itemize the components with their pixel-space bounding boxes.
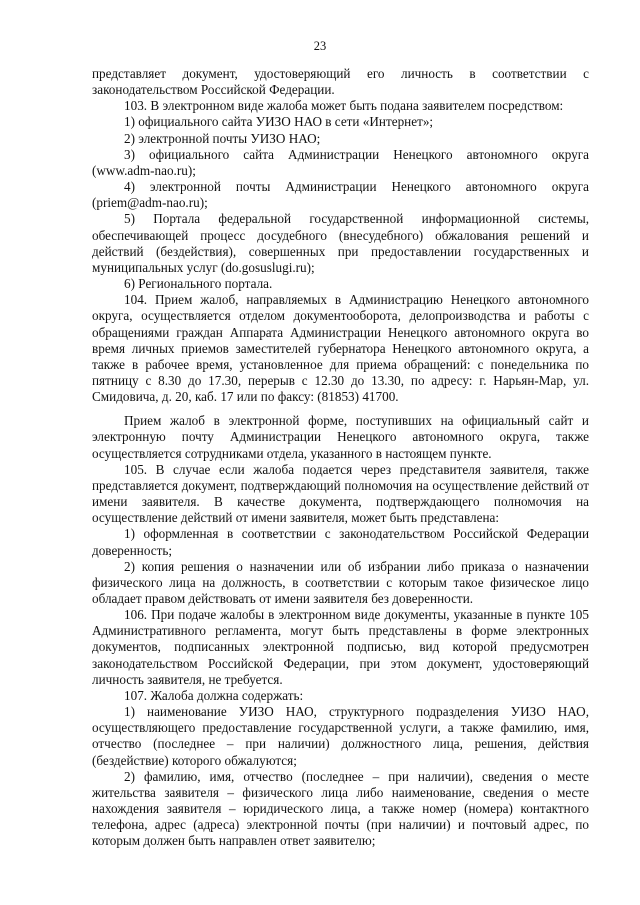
paragraph: Прием жалоб в электронной форме, поступивших на официальный сайт и электронную почту Администрации Ненецкого автономного округа, также осуществляется сотрудниками отдела, указанного в настоящем пункте. <box>92 413 589 461</box>
paragraph: 1) официального сайта УИЗО НАО в сети «Интернет»; <box>124 114 434 130</box>
document-body <box>92 66 589 850</box>
paragraph: 5) Портала федеральной государственной информационной системы, обеспечивающей процесс досудебного (внесудебного) обжалования решений и действий (бездействия), совершенных при предоставлении государственных и муниципальных услуг (do.gosuslugi.ru); <box>92 211 589 275</box>
paragraph: 2) фамилию, имя, отчество (последнее – при наличии), сведения о месте жительства заявителя – физического лица либо наименование, сведения о месте нахождения заявителя – юридического лица, а также номер (номера) контактного телефона, адрес (адреса) электронной почты (при наличии) и почтовый адрес, по которым должен быть направлен ответ заявителю; <box>92 768 589 849</box>
paragraph: 107. Жалоба должна содержать: <box>124 687 304 703</box>
paragraph: 2) копия решения о назначении или об избрании либо приказа о назначении физического лица на должность, в соответствии с которым такое физическое лицо обладает правом действовать от имени заявителя без доверенности. <box>92 558 589 606</box>
paragraph: 4) электронной почты Администрации Ненецкого автономного округа (priem@adm-nao.ru); <box>92 179 589 211</box>
paragraph: представляет документ, удостоверяющий его личность в соответствии с законодательством Российской Федерации. <box>92 66 589 98</box>
paragraph: 1) оформленная в соответствии с законодательством Российской Федерации доверенность; <box>92 526 589 558</box>
paragraph: 104. Прием жалоб, направляемых в Администрацию Ненецкого автономного округа, осуществляется отделом документооборота, делопроизводства и работы с обращениями граждан Аппарата Администрации Ненецкого автономного округа во время личных приемов заместителей губернатора Ненецкого автономного округа, а также в рабочее время, установленное для приема обращений: с понедельника по пятницу с 8.30 до 17.30, перерыв с 12.30 до 13.30, по адресу: г. Нарьян-Мар, ул. Смидовича, д. 20, каб. 17 или по факсу: (81853) 41700. <box>92 292 589 405</box>
paragraph: 103. В электронном виде жалоба может быть подана заявителем посредством: <box>124 98 564 114</box>
paragraph: 1) наименование УИЗО НАО, структурного подразделения УИЗО НАО, осуществляющего предоставление государственной услуги, а также фамилию, имя, отчество (последнее – при наличии) должностного лица, решения, действия (бездействие) которого обжалуются; <box>92 704 589 768</box>
paragraph: 106. При подаче жалобы в электронном виде документы, указанные в пункте 105 Административного регламента, могут быть представлены в форме электронных документов, подписанных электронной подписью, вид которой предусмотрен законодательством Российской Федерации, при этом документ, удостоверяющий личность заявителя, не требуется. <box>92 607 589 687</box>
paragraph: 105. В случае если жалоба подается через представителя заявителя, также представляется документ, подтверждающий полномочия на осуществление действий от имени заявителя. В качестве документа, подтверждающего полномочия на осуществление действий от имени заявителя, может быть представлена: <box>92 461 589 526</box>
paragraph: 3) официального сайта Администрации Ненецкого автономного округа (www.adm-nao.ru); <box>92 146 589 178</box>
paragraph: 6) Регионального портала. <box>124 276 273 292</box>
paragraph: 2) электронной почты УИЗО НАО; <box>124 130 321 146</box>
page-number: 23 <box>313 39 327 53</box>
